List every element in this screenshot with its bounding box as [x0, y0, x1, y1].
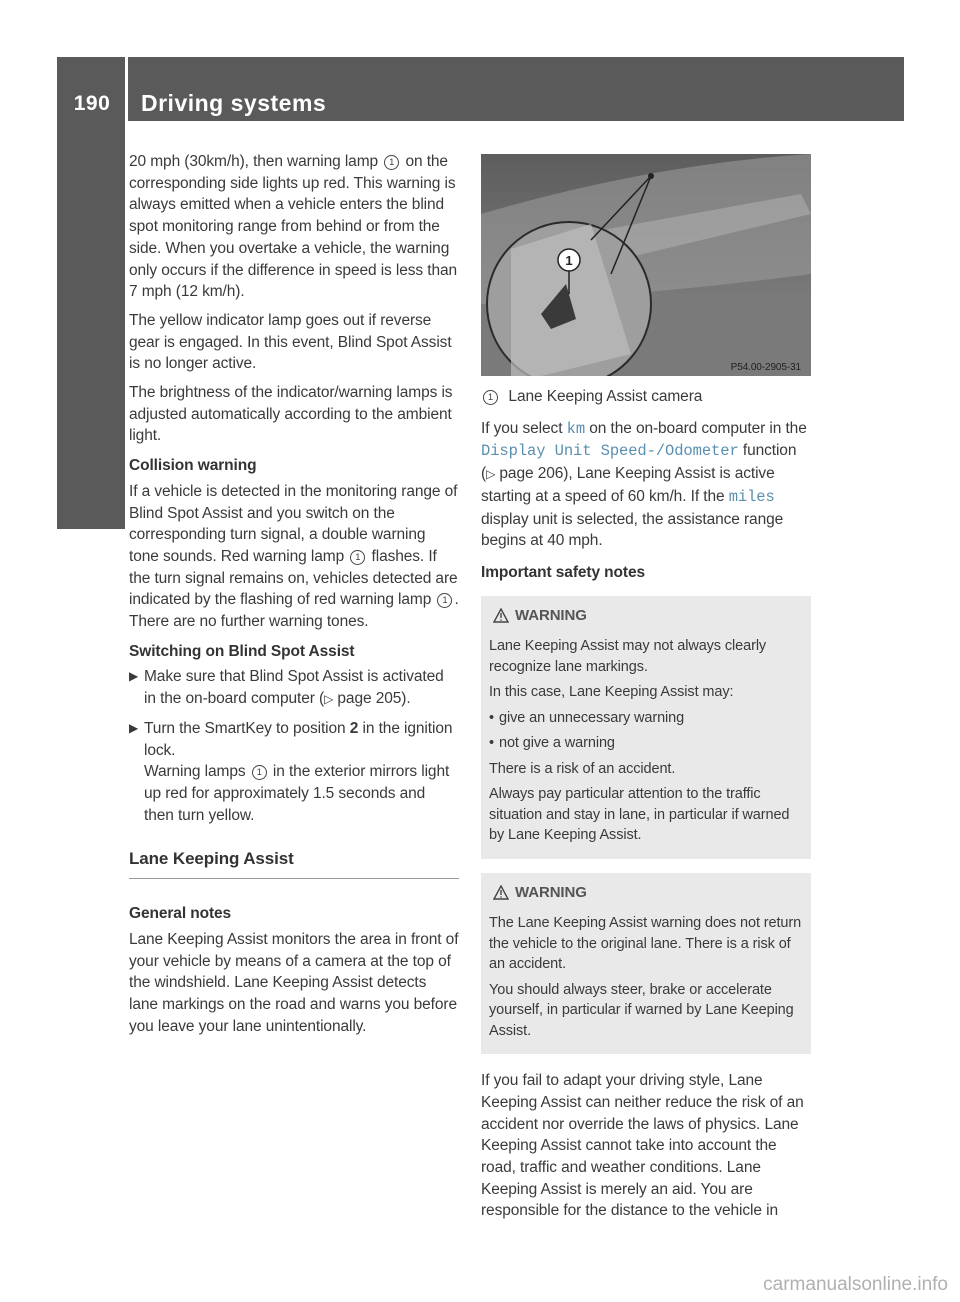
- text: page 205).: [333, 690, 411, 708]
- reference-marker: 1: [483, 390, 498, 405]
- subheading-general-notes: General notes: [129, 905, 232, 923]
- warning-label: WARNING: [515, 606, 587, 624]
- text: display unit is selected, the assistance range begins at 40 mph.: [481, 510, 784, 550]
- side-tab-label: Driving and parking: [75, 145, 106, 395]
- text: Turn the SmartKey to position: [144, 719, 350, 737]
- paragraph: The brightness of the indicator/warning lamps is adjusted automatically according to the ambient light.: [129, 384, 453, 445]
- warning-title: [489, 883, 803, 904]
- display-message-miles: miles: [728, 487, 775, 506]
- text: on the corresponding side lights up red. This warning is always emitted when a vehicle enters the blind spot monitoring range from behind or from the side. When you overtake a vehicle, the warning only occurs if the difference in speed is less than 7 mph (12 km/h).: [129, 153, 458, 301]
- paragraph: The yellow indicator lamp goes out if reverse gear is engaged. In this event, Blind Spot Assist is no longer active.: [129, 311, 452, 373]
- warning-text: There is a risk of an accident.: [489, 760, 676, 777]
- paragraph: Lane Keeping Assist monitors the area in front of your vehicle by means of a camera at the top of the windshield. Lane Keeping Assist detects lane markings on the road and warns you before you leave your lane unintentionally.: [129, 930, 459, 1035]
- position-number: 2: [349, 719, 359, 737]
- figure-code: P54.00-2905-31: [730, 362, 801, 373]
- reference-marker: 1: [350, 550, 365, 565]
- warning-text: In this case, Lane Keeping Assist may:: [489, 684, 734, 701]
- subheading-safety-notes: Important safety notes: [481, 563, 646, 581]
- warning-label: WARNING: [515, 883, 587, 901]
- warning-title: [489, 606, 803, 627]
- figure-caption: [481, 386, 811, 408]
- page-reference-icon[interactable]: ▷: [486, 467, 496, 482]
- page-number: 190: [73, 92, 111, 115]
- warning-triangle-icon: [493, 885, 509, 900]
- warning-text: You should always steer, brake or accelerate yourself, in particular if warned by Lane Keeping Assist.: [489, 981, 794, 1039]
- text: flashes. If the turn signal remains on, vehicles detected are indicated by the flashing of red warning lamp: [129, 547, 458, 609]
- reference-marker: 1: [437, 593, 452, 608]
- text: Warning lamps: [144, 763, 250, 781]
- text: page 206), Lane Keeping Assist is active starting at a speed of 60 km/h. If the: [481, 465, 775, 505]
- section-title: Driving systems: [141, 90, 327, 116]
- warning-triangle-icon: [493, 608, 509, 623]
- text: on the on-board computer in the: [585, 419, 807, 437]
- subheading-collision-warning: Collision warning: [129, 457, 257, 475]
- windshield-camera-figure: [481, 154, 811, 376]
- caption-text: Lane Keeping Assist camera: [508, 388, 703, 405]
- paragraph: If you fail to adapt your driving style, Lane Keeping Assist can neither reduce the risk of an accident nor override the laws of physics. Lane Keeping Assist cannot take into account the road, traffic and weather conditions. Lane Keeping Assist is merely an aid. You are responsible for the distance to the vehicle in: [481, 1072, 804, 1220]
- text: 20 mph (30km/h), then warning lamp: [129, 153, 383, 170]
- step-arrow-icon: ▶: [129, 669, 139, 684]
- text: If you select: [481, 419, 567, 437]
- warning-text: The Lane Keeping Assist warning does not return the vehicle to the original lane. There is a risk of an accident.: [489, 915, 802, 973]
- reference-marker: 1: [384, 155, 399, 170]
- figure-callout-number: 1: [565, 253, 573, 268]
- warning-text: Lane Keeping Assist may not always clearly recognize lane markings.: [489, 638, 767, 675]
- bullet-item: • give an unnecessary warning: [489, 708, 803, 729]
- instruction-step: [129, 666, 459, 710]
- display-message-km: km: [566, 419, 586, 438]
- warning-text: Always pay particular attention to the traffic situation and stay in lane, in particular if warned by Lane Keeping Assist.: [489, 786, 790, 844]
- step-arrow-icon: ▶: [129, 720, 139, 735]
- text: function (: [481, 442, 797, 483]
- display-message-function: Display Unit Speed-/Odometer: [481, 442, 739, 461]
- text: in the exterior mirrors light up red for approximately 1.5 seconds and then turn yellow.: [144, 763, 450, 824]
- text: If a vehicle is detected in the monitoring range of Blind Spot Assist and you switch on the corresponding turn signal, a double warning tone sounds. Red warning lamp: [129, 482, 458, 565]
- section-heading-lane-keeping: Lane Keeping Assist: [129, 848, 459, 879]
- reference-marker: 1: [252, 765, 267, 780]
- page-reference-icon[interactable]: ▷: [324, 692, 334, 707]
- warning-box: [481, 873, 811, 1055]
- subheading-switching-on: Switching on Blind Spot Assist: [129, 642, 355, 660]
- text: Make sure that Blind Spot Assist is activated in the on-board computer (: [144, 668, 444, 708]
- warning-box: [481, 596, 811, 859]
- header-divider: [125, 57, 128, 121]
- left-column: [129, 151, 459, 1044]
- paragraph: [129, 151, 459, 303]
- text: . There are no further warning tones.: [129, 591, 459, 631]
- bullet-item: • not give a warning: [489, 733, 803, 754]
- footer-watermark: carmanualsonline.info: [763, 1274, 948, 1295]
- instruction-step: [129, 718, 459, 827]
- text: in the ignition lock.: [144, 719, 453, 759]
- paragraph: [481, 418, 811, 552]
- right-column: [481, 154, 811, 1229]
- paragraph: [129, 481, 459, 633]
